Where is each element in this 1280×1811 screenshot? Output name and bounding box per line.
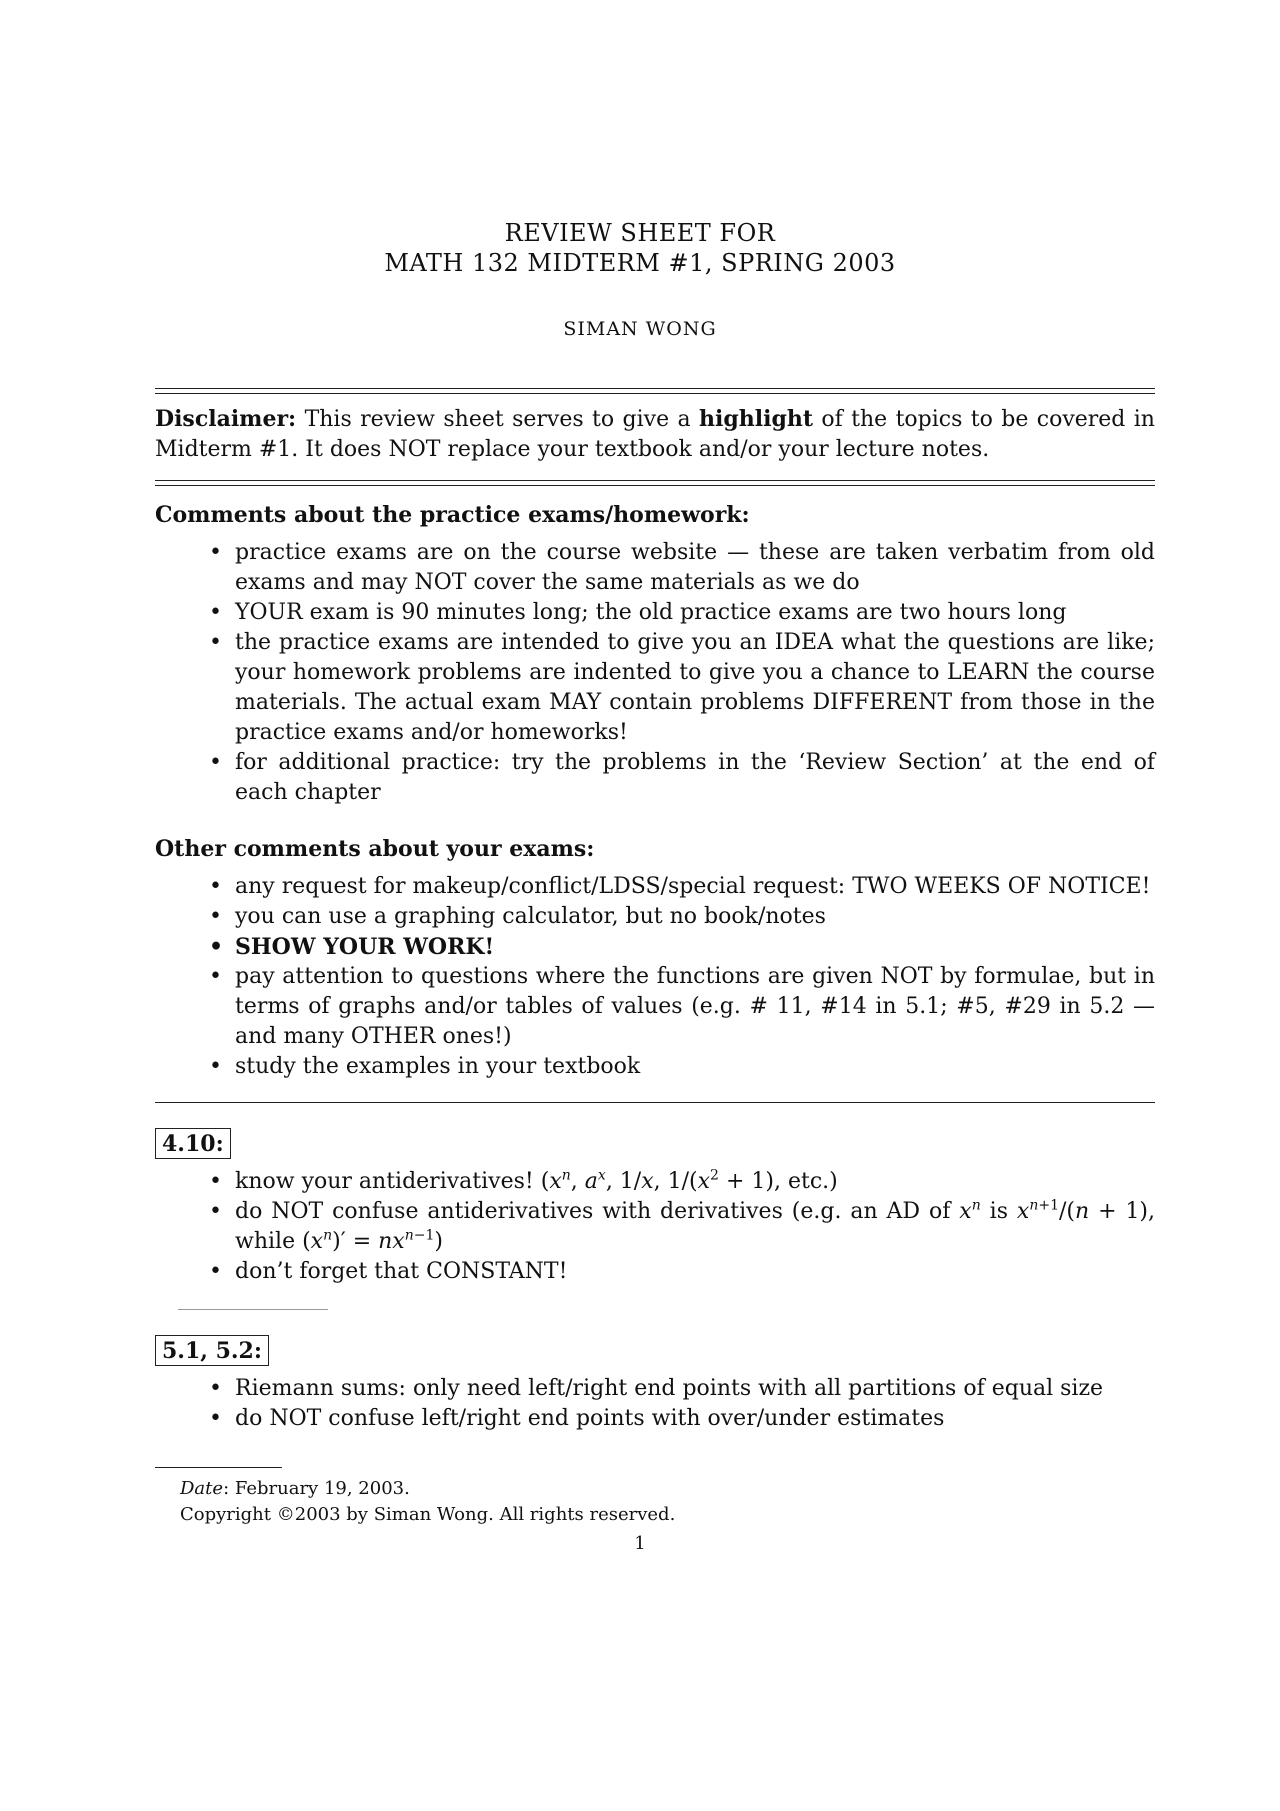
section-4-10 bbox=[155, 1128, 1155, 1287]
list-item: • the practice exams are intended to give you an IDEA what the questions are like; your homework problems are indented to give you a chance to LEARN the course materials. The actual exam MAY contain problems DIFFERENT from those in the practice exams and/or homeworks! bbox=[235, 628, 1155, 748]
exam-heading: Other comments about your exams: bbox=[155, 836, 595, 862]
section-divider bbox=[155, 1102, 1155, 1103]
list-item: • any request for makeup/conflict/LDSS/special request: TWO WEEKS OF NOTICE! bbox=[235, 872, 1155, 902]
practice-list bbox=[155, 538, 1155, 808]
disclaimer-bottom-rule bbox=[155, 480, 1155, 486]
list-item: • don’t forget that CONSTANT! bbox=[235, 1257, 1155, 1287]
list-item: • do NOT confuse antiderivatives with derivatives (e.g. an AD of $x^n$ is $x^{n+1}/(n + 1)$, while $(x^n)' = nx^{n-1}$) bbox=[235, 1197, 1155, 1257]
author-name: SIMAN WONG bbox=[563, 318, 717, 340]
practice-heading: Comments about the practice exams/homework: bbox=[155, 502, 750, 528]
exam-list bbox=[155, 872, 1155, 1082]
disclaimer-text-1: This review sheet serves to give a bbox=[304, 407, 691, 432]
section-5-1-list bbox=[155, 1374, 1155, 1434]
list-item: • YOUR exam is 90 minutes long; the old practice exams are two hours long bbox=[235, 598, 1155, 628]
section-4-10-list bbox=[155, 1167, 1155, 1287]
disclaimer-highlight: highlight bbox=[699, 406, 813, 432]
copyright-icon: © bbox=[276, 1504, 295, 1525]
title-line-1: REVIEW SHEET FOR bbox=[504, 219, 776, 247]
footnote bbox=[180, 1476, 1080, 1528]
date-label: Date bbox=[180, 1478, 224, 1499]
page-number: 1 bbox=[634, 1533, 646, 1554]
document-title bbox=[0, 218, 1280, 278]
disclaimer-top-rule bbox=[155, 388, 1155, 394]
exam-section bbox=[155, 834, 1155, 1082]
date-line bbox=[180, 1476, 1080, 1502]
section-5-1-5-2 bbox=[155, 1335, 1155, 1434]
list-item: • practice exams are on the course website — these are taken verbatim from old exams and may NOT cover the same materials as we do bbox=[235, 538, 1155, 598]
list-item: • pay attention to questions where the functions are given NOT by formulae, but in terms of graphs and/or tables of values (e.g. # 11, #14 in 5.1; #5, #29 in 5.2 — and many OTHER ones!) bbox=[235, 962, 1155, 1052]
date-value: : February 19, 2003. bbox=[223, 1478, 410, 1499]
footnote-rule bbox=[155, 1467, 282, 1468]
disclaimer-text-2: of the topics to be covered in Midterm #1. It does NOT replace your textbook and/or your lecture notes. bbox=[155, 407, 1155, 462]
list-item: • you can use a graphing calculator, but no book/notes bbox=[235, 902, 1155, 932]
list-item: • SHOW YOUR WORK! bbox=[235, 932, 1155, 962]
list-item: • study the examples in your textbook bbox=[235, 1052, 1155, 1082]
title-line-2: MATH 132 MIDTERM #1, SPRING 2003 bbox=[384, 249, 896, 277]
short-divider bbox=[178, 1309, 328, 1310]
list-item: • Riemann sums: only need left/right end points with all partitions of equal size bbox=[235, 1374, 1155, 1404]
list-item: • do NOT confuse left/right end points with over/under estimates bbox=[235, 1404, 1155, 1434]
list-item: • for additional practice: try the problems in the ‘Review Section’ at the end of each chapter bbox=[235, 748, 1155, 808]
disclaimer-label: Disclaimer: bbox=[155, 406, 297, 432]
practice-section bbox=[155, 500, 1155, 808]
disclaimer-paragraph bbox=[155, 404, 1155, 465]
section-5-1-label: 5.1, 5.2: bbox=[155, 1335, 269, 1366]
list-item: • know your antiderivatives! ($x^n$, $a^x$, 1/x, $1/(x^2 + 1)$, etc.) bbox=[235, 1167, 1155, 1197]
copyright-line: Copyright ©2003 by Siman Wong. All rights reserved. bbox=[180, 1504, 676, 1525]
section-4-10-label: 4.10: bbox=[155, 1128, 231, 1159]
